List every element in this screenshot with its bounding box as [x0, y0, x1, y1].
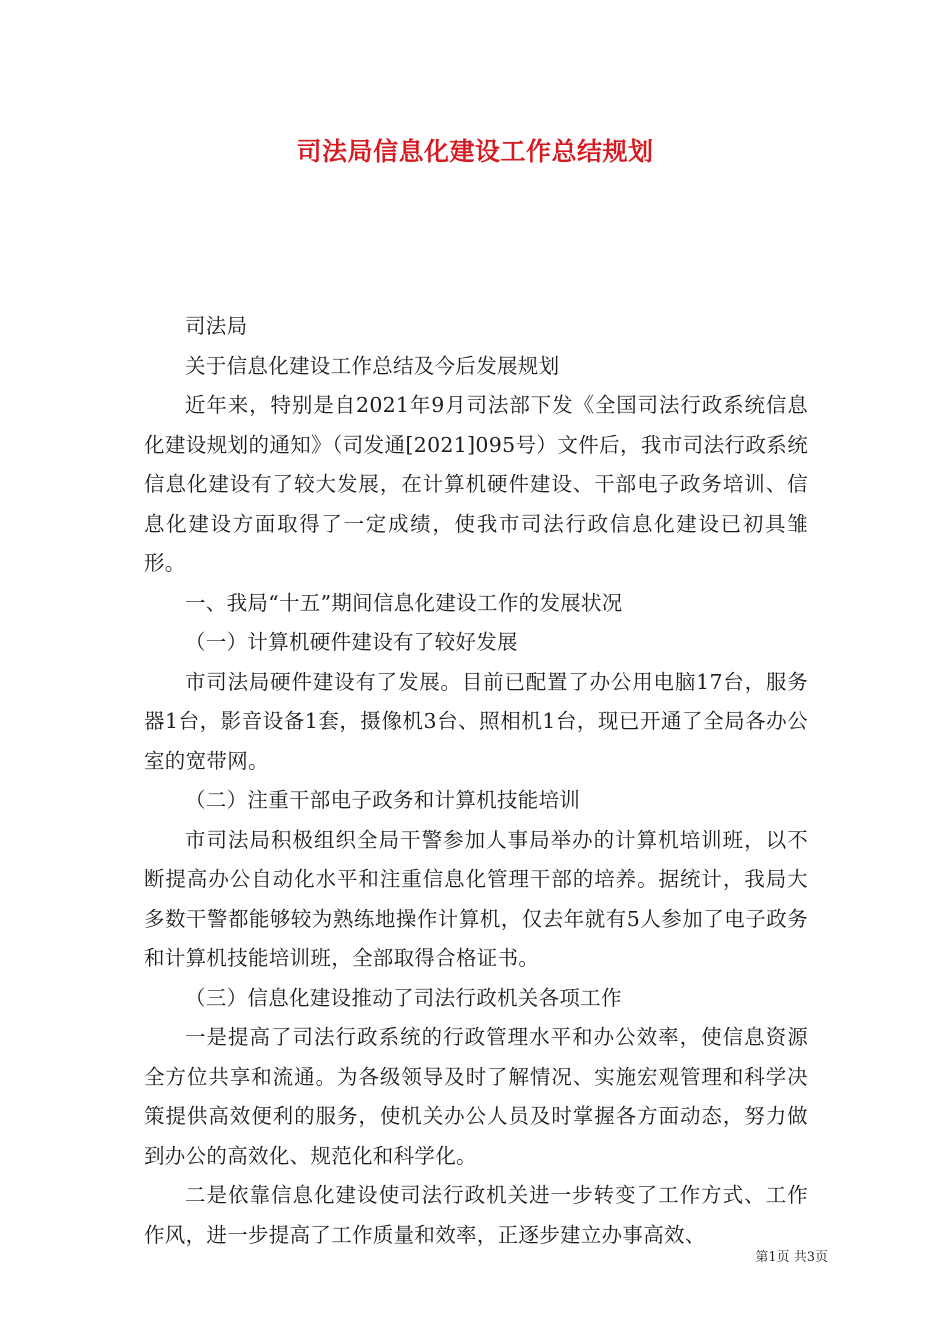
paragraph-training: 市司法局积极组织全局干警参加人事局举办的计算机培训班，以不断提高办公自动化水平和注重信息化管理干部的培养。据统计，我局大多数干警都能够较为熟练地操作计算机，仅去年就有5人参加了电子政务和计算机技能培训班，全部取得合格证书。 — [144, 827, 808, 970]
section-heading-1: 一、我局“十五”期间信息化建设工作的发展状况 — [185, 590, 623, 615]
paragraph-hardware: 市司法局硬件建设有了发展。目前已配置了办公用电脑17台，服务器1台，影音设备1套，摄像机3台、照相机1台，现已开通了全局各办公室的宽带网。 — [144, 669, 808, 773]
subsection-heading-3: （三）信息化建设推动了司法行政机关各项工作 — [185, 985, 622, 1010]
page-number-footer: 第1页 共3页 — [755, 1250, 828, 1265]
paragraph-efficiency: 一是提高了司法行政系统的行政管理水平和办公效率，使信息资源全方位共享和流通。为各级领导及时了解情况、实施宏观管理和科学决策提供高效便利的服务，使机关办公人员及时掌握各方面动态，努力做到办公的高效化、规范化和科学化。 — [144, 1025, 808, 1168]
document-title: 司法局信息化建设工作总结规划 — [296, 137, 654, 166]
paragraph-workstyle: 二是依靠信息化建设使司法行政机关进一步转变了工作方式、工作作风，进一步提高了工作质量和效率，正逐步建立办事高效、 — [144, 1183, 808, 1247]
paragraph-intro: 近年来，特别是自2021年9月司法部下发《全国司法行政系统信息化建设规划的通知》（司发通[2021]095号）文件后，我市司法行政系统信息化建设有了较大发展，在计算机硬件建设、干部电子政务培训、信息化建设方面取得了一定成绩，使我市司法行政信息化建设已初具雏形。 — [144, 393, 808, 575]
paragraph-org: 司法局 — [185, 314, 248, 338]
document-body — [144, 307, 808, 1255]
paragraph-subtitle: 关于信息化建设工作总结及今后发展规划 — [185, 353, 560, 378]
subsection-heading-1: （一）计算机硬件建设有了较好发展 — [185, 630, 518, 654]
subsection-heading-2: （二）注重干部电子政务和计算机技能培训 — [185, 788, 581, 812]
